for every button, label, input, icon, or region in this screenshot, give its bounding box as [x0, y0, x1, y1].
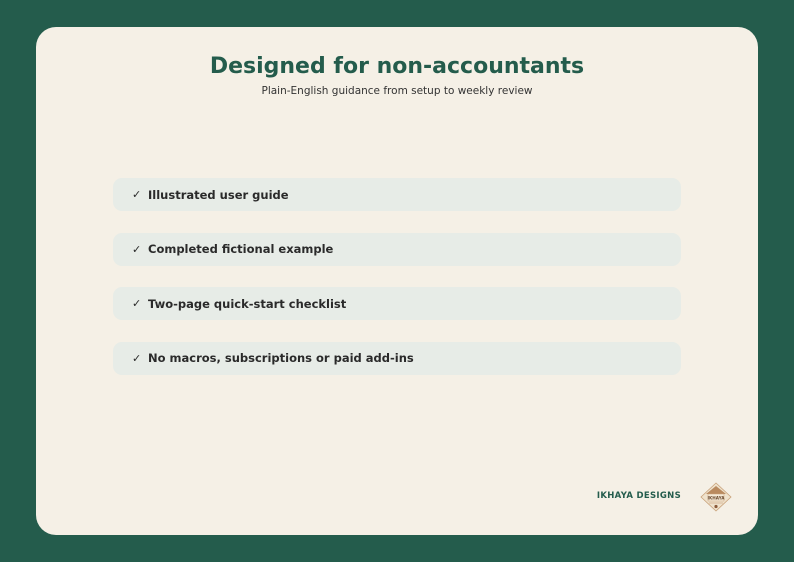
feature-label: Illustrated user guide: [148, 187, 289, 202]
check-icon: ✓: [132, 188, 142, 201]
content-card: [36, 27, 758, 535]
brand-logo-icon: [699, 481, 733, 513]
check-icon: ✓: [132, 351, 142, 365]
feature-label: Two-page quick-start checklist: [148, 296, 347, 311]
feature-label: No macros, subscriptions or paid add-ins: [148, 351, 414, 366]
list-item: [113, 233, 681, 266]
check-icon: ✓: [132, 297, 142, 311]
feature-list: [113, 178, 681, 396]
list-item: [113, 342, 681, 375]
list-item: [113, 287, 681, 320]
feature-label: Completed fictional example: [148, 242, 334, 257]
check-icon: ✓: [132, 242, 142, 256]
brand-name: IKHAYA DESIGNS: [596, 491, 681, 501]
list-item: [113, 178, 681, 211]
page-title: Designed for non-accountants: [209, 54, 585, 79]
page-subtitle: Plain-English guidance from setup to weekly review: [261, 85, 533, 97]
logo-text: IKHAYA: [707, 495, 725, 501]
